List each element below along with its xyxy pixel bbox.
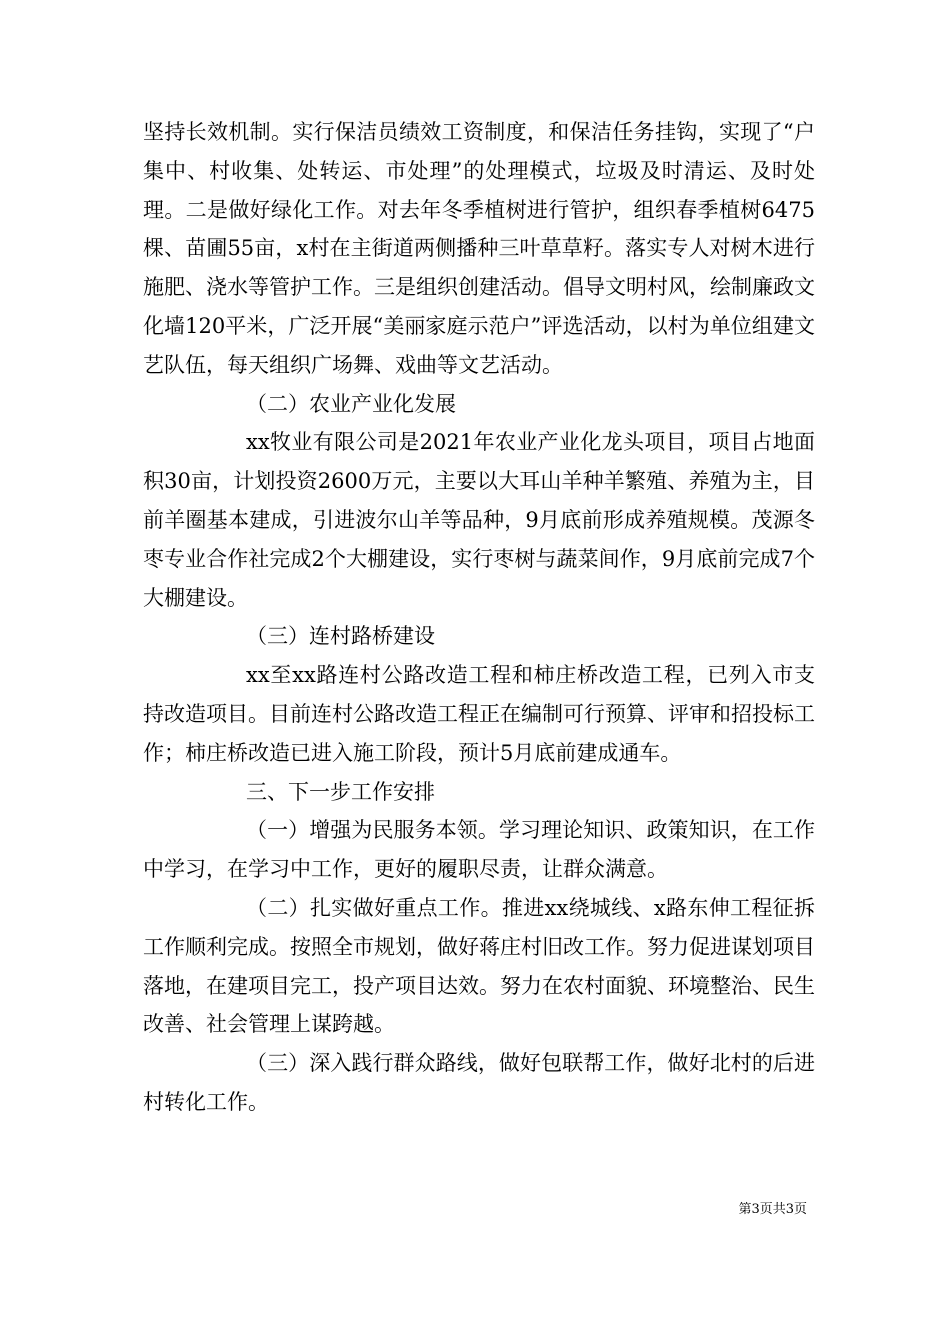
document-body <box>143 113 815 1122</box>
heading-village-roads-bridges: （三）连村路桥建设 <box>246 624 435 649</box>
heading-agri-industrialization: （二）农业产业化发展 <box>246 391 456 416</box>
paragraph-village-roads-bridges: xx至xx路连村公路改造工程和柿庄桥改造工程，已列入市支持改造项目。目前连村公路改造工程正在编制可行预算、评审和招投标工作；柿庄桥改造已进入施工阶段，预计5月底前建成通车。 <box>143 663 815 765</box>
page-number: 第3页共3页 <box>738 1202 807 1217</box>
paragraph-cleaning-greening: 坚持长效机制。实行保洁员绩效工资制度，和保洁任务挂钩，实现了“户集中、村收集、处转运、市处理”的处理模式，垃圾及时清运、及时处理。二是做好绿化工作。对去年冬季植树进行管护，组织春季植树6475棵、苗圃55亩，x村在主街道两侧播种三叶草草籽。落实专人对树木进行施肥、浇水等管护工作。三是组织创建活动。倡导文明村风，绘制廉政文化墙120平米，广泛开展“美丽家庭示范户”评选活动，以村为单位组建文艺队伍，每天组织广场舞、戏曲等文艺活动。 <box>143 120 815 377</box>
paragraph-next-step-3: （三）深入践行群众路线，做好包联帮工作，做好北村的后进村转化工作。 <box>143 1051 815 1114</box>
paragraph-next-step-2: （二）扎实做好重点工作。推进xx绕城线、x路东伸工程征拆工作顺利完成。按照全市规划，做好蒋庄村旧改工作。努力促进谋划项目落地，在建项目完工，投产项目达效。努力在农村面貌、环境整治、民生改善、社会管理上谋跨越。 <box>143 895 815 1037</box>
paragraph-agri-industrialization: xx牧业有限公司是2021年农业产业化龙头项目，项目占地面积30亩，计划投资2600万元，主要以大耳山羊种羊繁殖、养殖为主，目前羊圈基本建成，引进波尔山羊等品种，9月底前形成养殖规模。茂源冬枣专业合作社完成2个大棚建设，实行枣树与蔬菜间作，9月底前完成7个大棚建设。 <box>143 430 815 610</box>
heading-next-steps: 三、下一步工作安排 <box>246 779 435 804</box>
paragraph-next-step-1: （一）增强为民服务本领。学习理论知识、政策知识，在工作中学习，在学习中工作，更好的履职尽责，让群众满意。 <box>143 818 815 882</box>
